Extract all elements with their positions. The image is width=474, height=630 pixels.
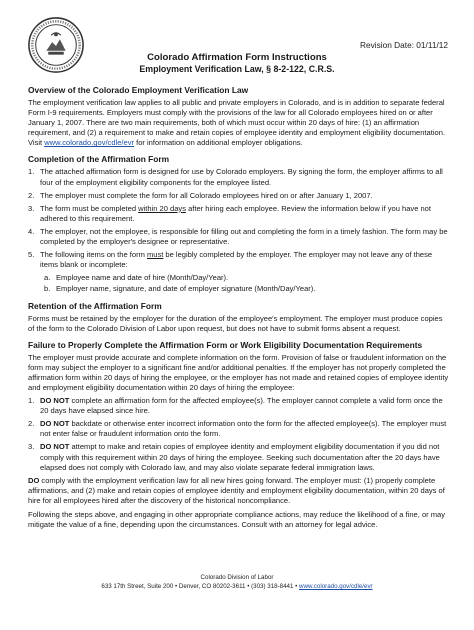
list-text: be legibly completed by the employer. The employer may not leave any of these items blank or incomplete: <box>40 250 433 270</box>
list-number: 3. <box>28 442 35 452</box>
do-comply-text: comply with the employment verification law for all new hires going forward. The employer must: (1) properly complete affirmations, and (2) make and retain copies of employee identity and employment eligibility documentation, within 20 days of hire for all employees hired after the discovery of the historical noncompliance. <box>28 475 445 505</box>
overview-text-end: for information on additional employer obligations. <box>134 138 303 148</box>
overview-heading: Overview of the Colorado Employment Verification Law <box>28 85 249 95</box>
overview-text: The employment verification law applies to all public and private employers in Colorado, and is in addition to separate federal Form I-9 requirements. Employers must comply with the provisions of the law for all Colorado employees hired on or after January 1, 2007. There are two main requirements, both of which must occur within 20 days of hire: (1) an affirmation requirement, and (2) a requirement to make and retain copies of employee identity and employment eligibility documentation. Visit <box>28 98 445 148</box>
list-number: 1. <box>28 167 35 177</box>
failure-heading: Failure to Properly Complete the Affirmation Form or Work Eligibility Documentation Requirements <box>28 339 423 350</box>
list-text: The employer must complete the form for all Colorado employees hired on or after January 1, 2007. <box>40 190 373 200</box>
list-item <box>28 167 450 187</box>
document-body <box>28 85 450 533</box>
list-text: The following items on the form <box>40 250 147 260</box>
revision-date: Revision Date: 01/11/12 <box>360 40 448 50</box>
overview-paragraph <box>28 98 450 148</box>
sub-list-item <box>40 284 450 294</box>
list-text: backdate or otherwise enter incorrect information onto the form for the affected employee(s). The employer must not enter false or fraudulent information onto the form. <box>40 419 447 439</box>
do-not-label: DO NOT <box>40 419 70 429</box>
list-text: after hiring each employee. Review the information below if you have not adhered to this requirement. <box>40 203 431 223</box>
completion-list <box>28 167 450 294</box>
evr-website-link[interactable]: www.colorado.gov/cdle/evr <box>44 138 134 148</box>
list-number: 2. <box>28 419 35 429</box>
list-text: attempt to make and retain copies of employee identity and employment eligibility documentation if you did not comply with this requirement within 20 days of hiring the employee. Seeking such documentation after the 20 days have elapsed does not comply with Colorado law, and may also violate separate federal immigration laws. <box>40 442 440 472</box>
list-item <box>28 419 450 439</box>
footer-address-text: 633 17th Street, Suite 200 • Denver, CO 80202-3611 • (303) 318-8441 • <box>101 583 300 590</box>
do-label: DO <box>28 475 40 485</box>
failure-paragraph: The employer must provide accurate and complete information on the form. Provision of false or fraudulent information on the form may subject the employer to a significant fine and/or additional penalties. If the employer has not properly completed the affirmation form within 20 days of hiring the employee, or the employer has not made and retained copies of employee identity and employment eligibility documentation within 20 days of hiring the employee: <box>28 352 449 392</box>
sub-list-item <box>40 273 450 283</box>
title-block <box>0 52 474 75</box>
footer <box>0 573 474 591</box>
closing-paragraph: Following the steps above, and engaging in other appropriate compliance actions, may reduce the likelihood of a fine, or may mitigate the value of a fine, depending upon the circumstances. Consult with an attorney for legal advice. <box>28 510 446 530</box>
list-text: The attached affirmation form is designed for use by Colorado employers. By signing the form, the employer affirms to all four of the employment eligibility components for the employee listed. <box>40 167 443 187</box>
list-item <box>28 396 450 416</box>
list-text: The employer, not the employee, is responsible for filling out and completing the form in a timely fashion. The form may be completed by the employer's designee or representative. <box>40 226 448 247</box>
do-comply-paragraph <box>28 476 450 506</box>
underlined-text: within 20 days <box>138 203 186 213</box>
footer-website-link[interactable]: www.colorado.gov/cdle/evr <box>299 583 373 590</box>
retention-heading: Retention of the Affirmation Form <box>28 300 162 311</box>
list-number: 1. <box>28 396 35 406</box>
list-item <box>28 250 450 294</box>
retention-paragraph: Forms must be retained by the employer for the duration of the employee's employment. The employer must produce copies of the form to the Colorado Division of Labor upon request, but does not have to submit forms absent a request. <box>28 313 443 333</box>
sub-list-text: Employee name and date of hire (Month/Day/Year). <box>56 273 229 283</box>
list-number: 2. <box>28 190 35 200</box>
page-subtitle: Employment Verification Law, § 8-2-122, C.R.S. <box>139 64 335 74</box>
footer-org: Colorado Division of Labor <box>200 574 274 581</box>
do-not-label: DO NOT <box>40 396 70 406</box>
list-text: The form must be completed <box>40 203 139 213</box>
sub-list-letter: a. <box>44 273 51 283</box>
page-title: Colorado Affirmation Form Instructions <box>147 52 327 63</box>
list-number: 4. <box>28 226 35 236</box>
list-number: 5. <box>28 250 35 260</box>
footer-address <box>0 582 474 591</box>
list-item <box>28 191 450 201</box>
underlined-text: must <box>146 250 164 260</box>
list-number: 3. <box>28 203 35 213</box>
sub-list-text: Employer name, signature, and date of employer signature (Month/Day/Year). <box>56 284 316 294</box>
list-item <box>28 442 450 472</box>
sub-list-letter: b. <box>44 284 51 294</box>
list-text: complete an affirmation form for the affected employee(s). The employer cannot complete a valid form once the 20 days have elapsed since hire. <box>40 396 443 416</box>
do-not-label: DO NOT <box>40 442 70 452</box>
list-item <box>28 227 450 247</box>
sub-list <box>40 273 450 294</box>
list-item <box>28 204 450 224</box>
completion-heading: Completion of the Affirmation Form <box>28 154 170 165</box>
failure-list <box>28 396 450 473</box>
